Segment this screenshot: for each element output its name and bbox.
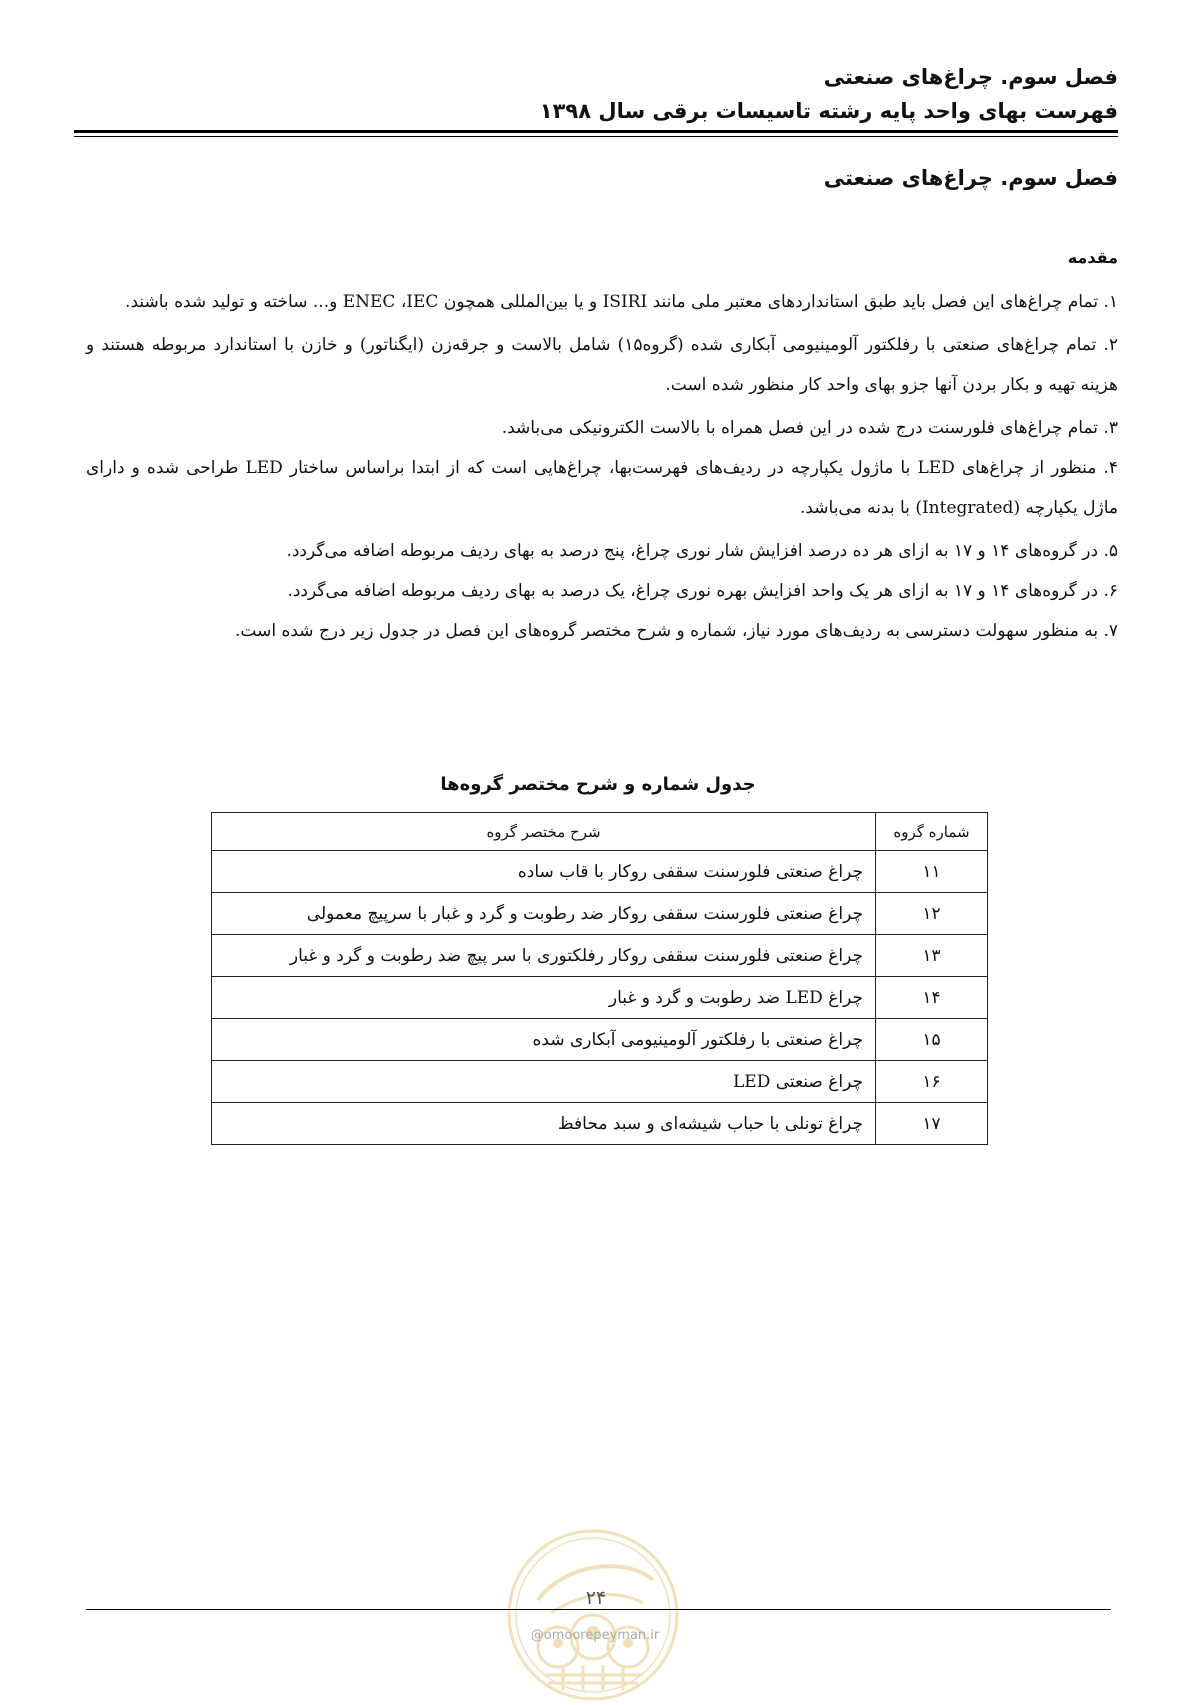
group-number-cell: ۱۳: [876, 935, 988, 977]
chapter-title: فصل سوم. چراغ‌های صنعتی: [823, 166, 1118, 190]
intro-item-7: ۷. به منظور سهولت دسترسی به ردیف‌های مورد نیاز، شماره و شرح مختصر گروه‌های این فصل در جدول زیر درج شده است.: [235, 621, 1118, 641]
group-number-cell: ۱۷: [876, 1103, 988, 1145]
table-title: جدول شماره و شرح مختصر گروه‌ها: [440, 774, 756, 795]
header-rule-thick: [74, 130, 1118, 133]
group-description-cell: چراغ تونلی با حباب شیشه‌ای و سبد محافظ: [212, 1103, 876, 1145]
intro-item-1: ۱. تمام چراغ‌های این فصل باید طبق استانداردهای معتبر ملی مانند ISIRI و یا بین‌المللی همچون ENEC ،IEC و... ساخته و تولید شده باشند.: [125, 292, 1118, 312]
table-row: [212, 851, 988, 893]
page-header: [74, 60, 1118, 128]
intro-item-5: ۵. در گروه‌های ۱۴ و ۱۷ به ازای هر ده درصد افزایش شار نوری چراغ، پنج درصد به بهای ردیف مربوطه اضافه می‌گردد.: [286, 541, 1118, 561]
group-description-cell: چراغ صنعتی LED: [212, 1061, 876, 1103]
group-number-cell: ۱۶: [876, 1061, 988, 1103]
table-row: [212, 977, 988, 1019]
group-description-cell: چراغ صنعتی فلورسنت سقفی روکار رفلکتوری با سر پیچ ضد رطوبت و گرد و غبار: [212, 935, 876, 977]
watermark-logo-icon: [503, 1525, 683, 1705]
group-number-cell: ۱۵: [876, 1019, 988, 1061]
footer-rule: [86, 1609, 1111, 1610]
table-row: [212, 935, 988, 977]
table-row: [212, 1061, 988, 1103]
group-number-cell: ۱۴: [876, 977, 988, 1019]
header-document-title: فهرست بهای واحد پایه رشته تاسیسات برقی سال ۱۳۹۸: [539, 99, 1118, 123]
group-description-cell: چراغ LED ضد رطوبت و گرد و غبار: [212, 977, 876, 1019]
column-header-group-description: شرح مختصر گروه: [212, 813, 876, 851]
header-chapter-title: فصل سوم. چراغ‌های صنعتی: [823, 65, 1118, 89]
intro-item-3: ۳. تمام چراغ‌های فلورسنت درج شده در این فصل همراه با بالاست الکترونیکی می‌باشد.: [501, 418, 1118, 438]
page-number: ۲۴: [585, 1587, 607, 1609]
group-number-cell: ۱۱: [876, 851, 988, 893]
intro-item-2: ۲. تمام چراغ‌های صنعتی با رفلکتور آلومینیومی آبکاری شده (گروه۱۵) شامل بالاست و جرقه‌زن (ایگناتور) و خازن با استاندارد مربوطه هستند و هزینه تهیه و بکار بردن آنها جزو بهای واحد کار منظور شده است.: [86, 335, 1119, 395]
footer-website: @omoorepeyman.ir: [530, 1628, 660, 1643]
header-rule-thin: [74, 136, 1118, 137]
table-row: [212, 1019, 988, 1061]
table-row: [212, 1103, 988, 1145]
group-number-cell: ۱۲: [876, 893, 988, 935]
intro-list: [86, 282, 1118, 651]
intro-item-4: ۴. منظور از چراغ‌های LED با ماژول یکپارچه در ردیف‌های فهرست‌بها، چراغ‌هایی است که از ابتدا براساس ساختار LED طراحی شده و دارای ماژل یکپارچه (Integrated) با بدنه می‌باشد.: [86, 458, 1118, 518]
table-row: [212, 893, 988, 935]
group-description-cell: چراغ صنعتی فلورسنت سقفی روکار ضد رطوبت و گرد و غبار با سرپیچ معمولی: [212, 893, 876, 935]
group-description-cell: چراغ صنعتی فلورسنت سقفی روکار با قاب ساده: [212, 851, 876, 893]
section-title: مقدمه: [1067, 248, 1118, 267]
intro-item-6: ۶. در گروه‌های ۱۴ و ۱۷ به ازای هر یک واحد افزایش بهره نوری چراغ، یک درصد به بهای ردیف مربوطه اضافه می‌گردد.: [287, 581, 1118, 601]
group-description-cell: چراغ صنعتی با رفلکتور آلومینیومی آبکاری شده: [212, 1019, 876, 1061]
column-header-group-number: شماره گروه: [876, 813, 988, 851]
table-header-row: [212, 813, 988, 851]
groups-table: [211, 812, 988, 1145]
